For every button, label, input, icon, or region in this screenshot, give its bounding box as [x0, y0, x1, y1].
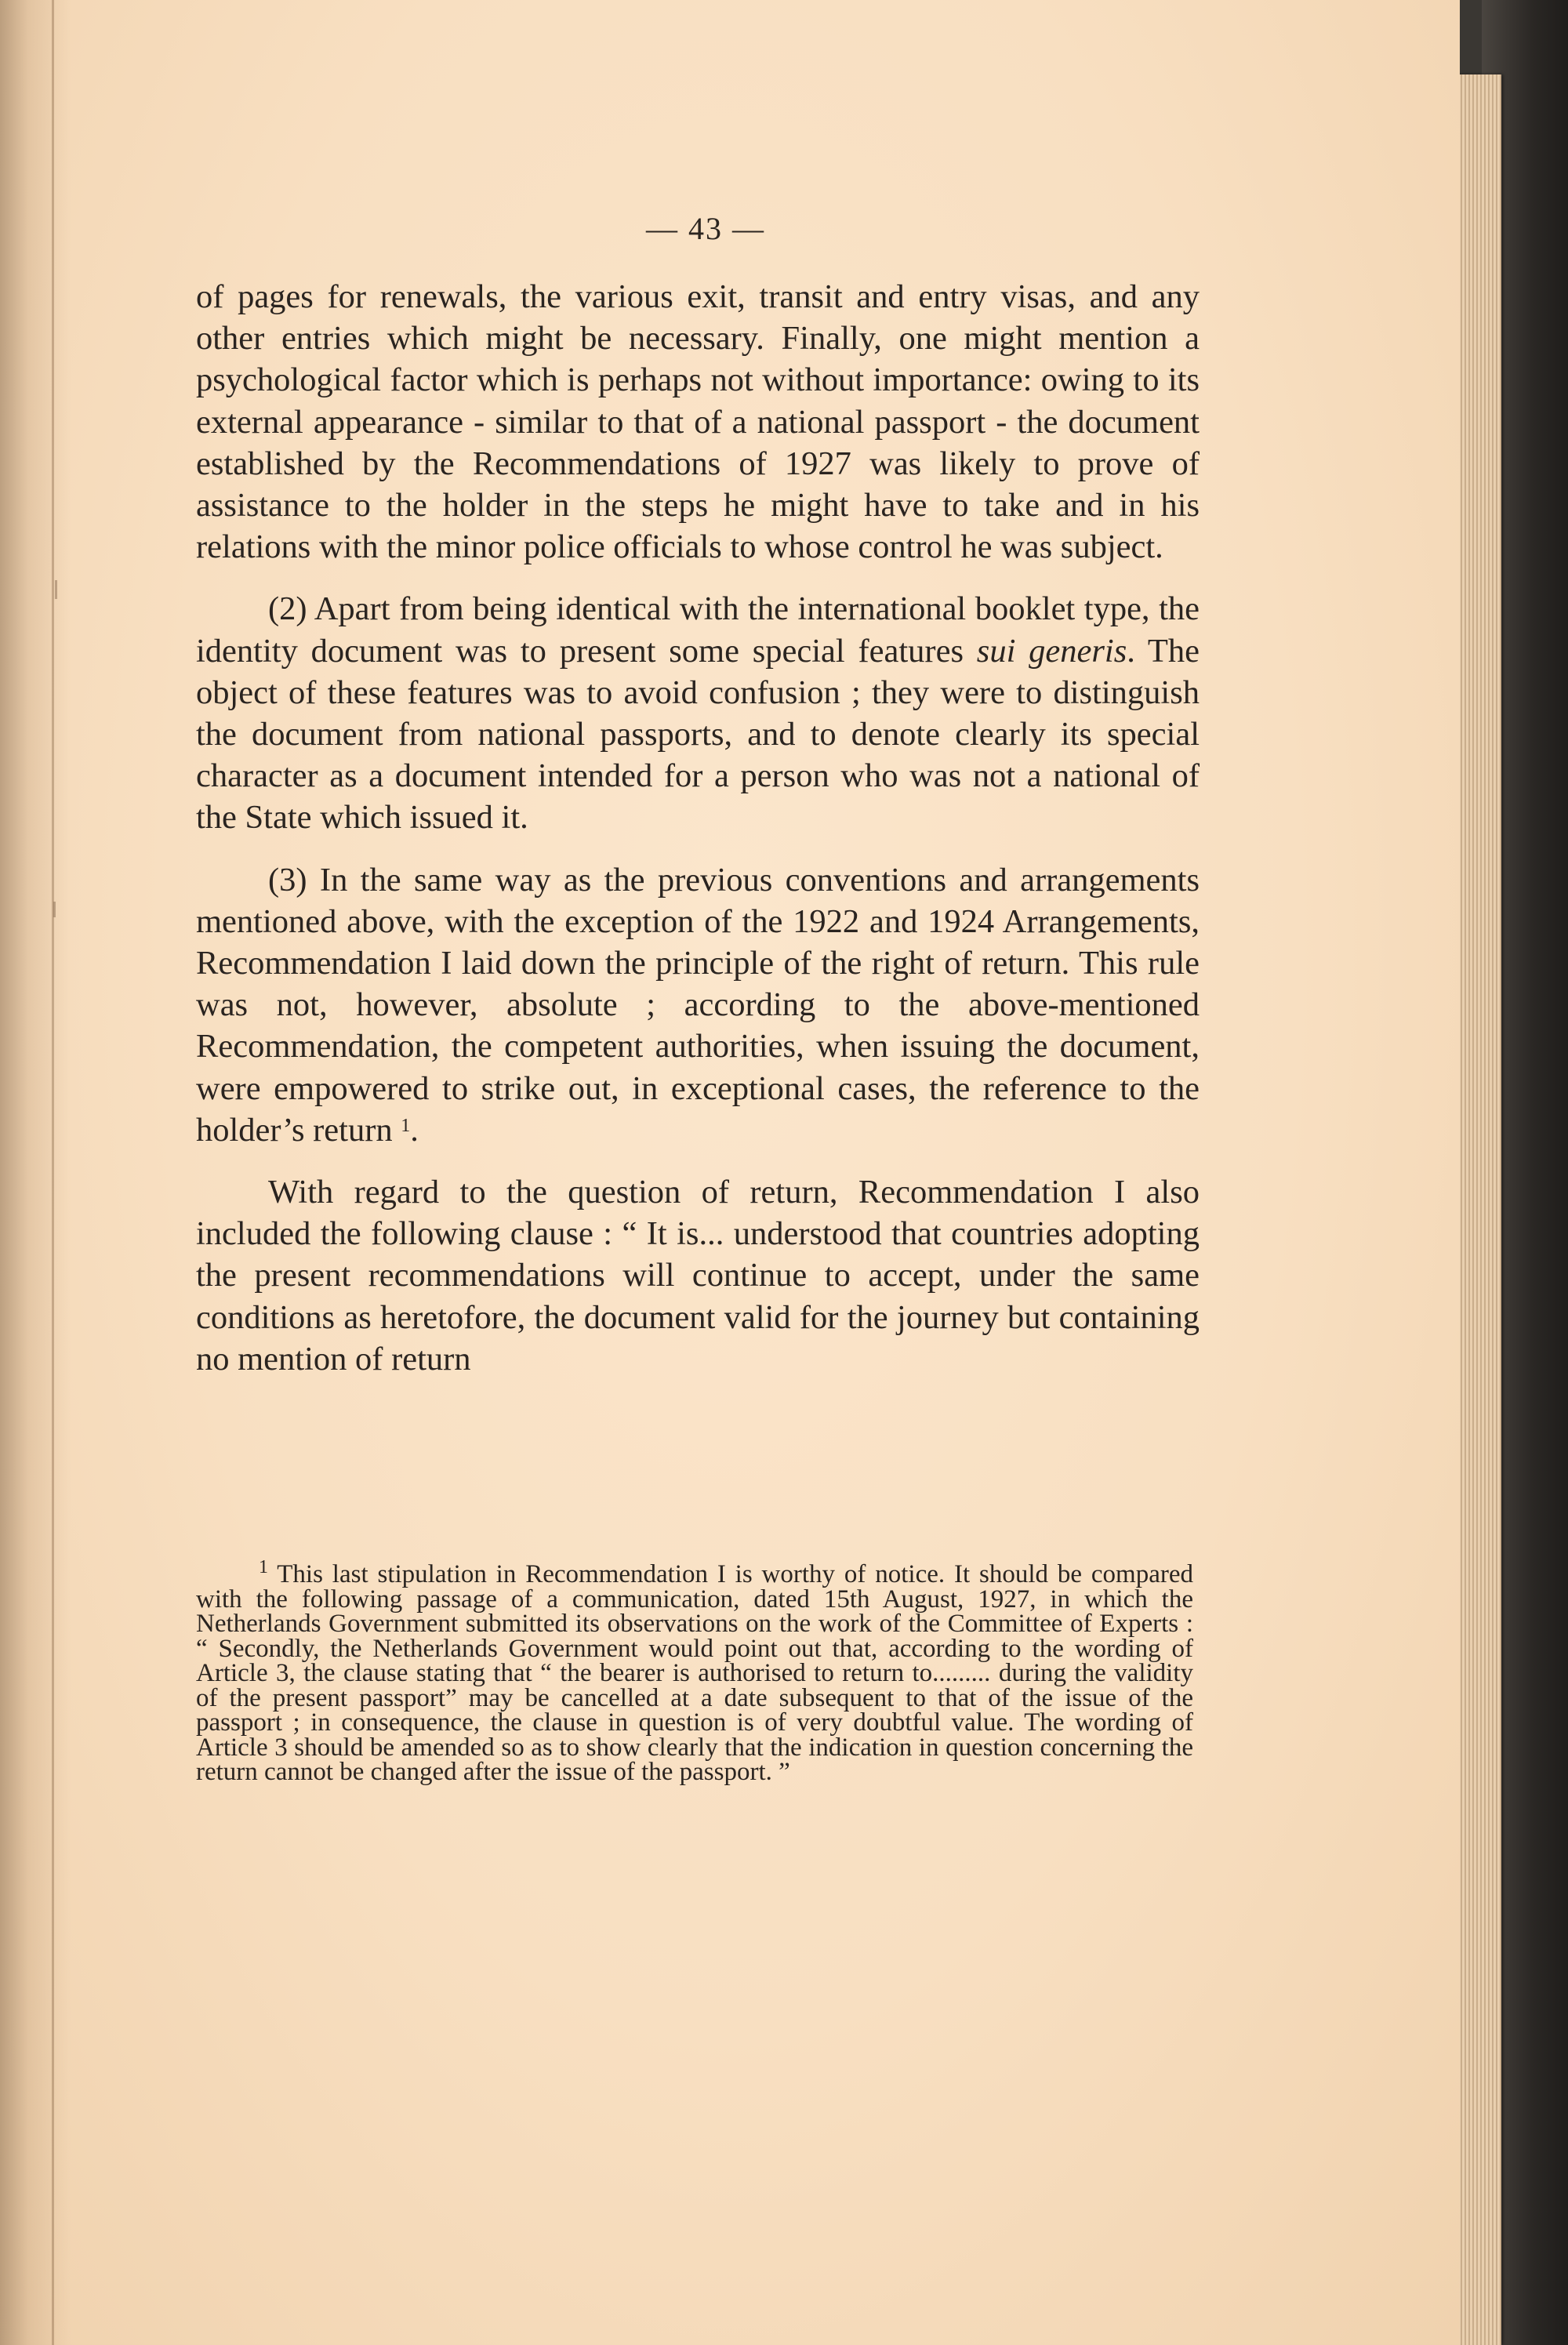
paragraph-4: With regard to the question of return, Recommendation I also included the following clause : “ It is... understood that countries adopting the present recommendations will continue to accept, under the same conditions as heretofore, the document valid for the journey but containing no mention of return	[196, 1174, 1200, 1378]
footnote-reference[interactable]: 1	[401, 1115, 411, 1136]
footnotes	[196, 1557, 1193, 1786]
binding-gutter	[0, 0, 71, 2345]
paragraph-3-end: .	[410, 1111, 419, 1149]
page-edges	[1454, 74, 1501, 2345]
paragraph-2-end: . The object of these features was to avoid confusion ; they were to distinguish the document from national passports, and to denote clearly its special character as a document intended for a person who was not a national of the State which issued it.	[196, 632, 1200, 837]
latin-phrase: sui generis	[976, 632, 1127, 670]
paper-speck	[53, 902, 56, 917]
page-number: — 43 —	[646, 211, 765, 246]
binding-fold-line	[52, 0, 54, 2345]
body-text	[196, 276, 1200, 1400]
footnote-text: This last stipulation in Recommendation I is worthy of notice. It should be compared with the following passage of a communication, dated 15th August, 1927, in which the Netherlands Government submitted its observations on the work of the Committee of Experts : “ Secondly, the Netherlands Government would point out that, according to the wording of Article 3, the clause stating that “ the bearer is authorised to return to......... during the validity of the present passport” may be cancelled at a date subsequent to that of the issue of the passport ; in consequence, the clause in question is of very doubtful value. The wording of Article 3 should be amended so as to show clearly that the indication in question concerning the return cannot be changed after the issue of the passport. ”	[196, 1560, 1193, 1786]
paragraph-2	[196, 588, 1200, 838]
paper-speck	[55, 580, 57, 599]
footnote-1	[196, 1557, 1193, 1786]
paragraph-3-text: (3) In the same way as the previous conventions and arrangements mentioned above, with the exception of the 1922 and 1924 Arrangements, Recommendation I laid down the principle of the right of return. This rule was not, however, absolute ; according to the above-mentioned Recommendation, the competent authorities, when issuing the document, were empowered to strike out, in exceptional cases, the reference to the holder’s return	[196, 861, 1200, 1149]
paragraph-2-start: (2) Apart from being identical with the international booklet type, the identity document was to present some special features	[196, 590, 1200, 670]
paragraph-3	[196, 859, 1200, 1151]
footnote-marker: 1	[259, 1557, 268, 1577]
paragraph-1: of pages for renewals, the various exit, transit and entry visas, and any other entries which might be necessary. Finally, one might mention a psychological factor which is perhaps not without importance: owing to its external appearance - similar to that of a national passport - the document established by the Recommendations of 1927 was likely to prove of assistance to the holder in the steps he might have to take and in his relations with the minor police officials to whose control he was subject.	[196, 278, 1200, 566]
